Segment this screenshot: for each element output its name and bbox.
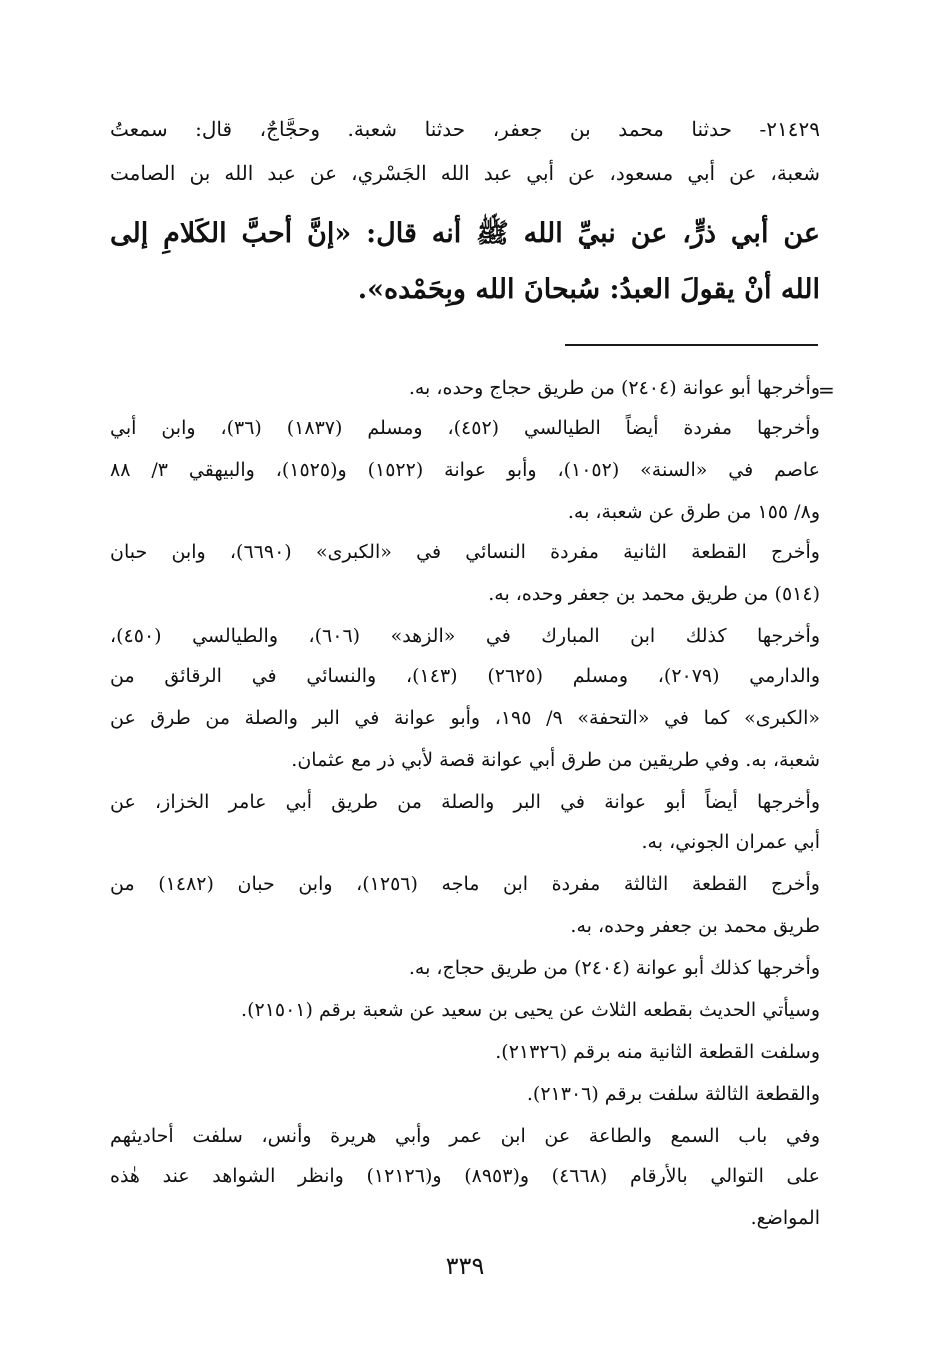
footnote-line-18: والقطعة الثالثة سلفت برقم (٢١٣٠٦). <box>526 1083 820 1105</box>
hadith-line-4: الله أنْ يقولَ العبدُ: سُبحانَ الله وبِحَمْده». <box>357 274 820 305</box>
footnote-line-9: «الكبرى» كما في «التحفة» ٩/ ١٩٥، وأبو عوانة في البر والصلة من طرق عن <box>110 707 820 729</box>
page-number: ٣٣٩ <box>445 1252 485 1280</box>
footnote-line-1: وأخرجها أبو عوانة (٢٤٠٤) من طريق حجاج وحده، به. <box>408 377 820 399</box>
footnote-line-5: وأخرج القطعة الثانية مفردة النسائي في «الكبرى» (٦٦٩٠)، وابن حبان <box>110 541 820 563</box>
footnote-line-2: وأخرجها مفردة أيضاً الطيالسي (٤٥٢)، ومسلم (١٨٣٧) (٣٦)، وابن أبي <box>110 417 820 439</box>
footnote-line-20: على التوالي بالأرقام (٤٦٦٨) و(٨٩٥٣) و(١٢١٢٦) وانظر الشواهد عند هٰذه <box>110 1165 820 1187</box>
hadith-line-2: شعبة، عن أبي مسعود، عن أبي عبد الله الجَسْري، عن عبد الله بن الصامت <box>110 161 820 185</box>
footnote-line-19: وفي باب السمع والطاعة عن ابن عمر وأبي هريرة وأنس، سلفت أحاديثهم <box>110 1125 820 1147</box>
footnote-line-6: (٥١٤) من طريق محمد بن جعفر وحده، به. <box>488 583 820 605</box>
footnote-line-13: وأخرج القطعة الثالثة مفردة ابن ماجه (١٢٥٦)، وابن حبان (١٤٨٢) من <box>110 873 820 895</box>
footnote-line-7: وأخرجها كذلك ابن المبارك في «الزهد» (٦٠٦)، والطيالسي (٤٥٠)، <box>110 625 820 647</box>
footnote-line-11: وأخرجها أيضاً أبو عوانة في البر والصلة من طريق أبي عامر الخزاز، عن <box>110 791 820 813</box>
footnote-line-15: وأخرجها كذلك أبو عوانة (٢٤٠٤) من طريق حجاج، به. <box>408 957 820 979</box>
footnote-separator <box>565 344 818 346</box>
footnote-line-17: وسلفت القطعة الثانية منه برقم (٢١٣٢٦). <box>495 1041 820 1063</box>
footnote-continuation-mark: = <box>818 378 835 402</box>
hadith-line-1: ٢١٤٢٩- حدثنا محمد بن جعفر، حدثنا شعبة. وحجَّاجٌ، قال: سمعتُ <box>110 117 820 141</box>
footnote-line-3: عاصم في «السنة» (١٠٥٢)، وأبو عوانة (١٥٢٢) و(١٥٢٥)، والبيهقي ٣/ ٨٨ <box>110 459 820 481</box>
footnote-line-8: والدارمي (٢٠٧٩)، ومسلم (٢٦٢٥) (١٤٣)، والنسائي في الرقائق من <box>110 665 820 687</box>
hadith-line-3: عن أبي ذرٍّ، عن نبيِّ الله ﷺ أنه قال: «إنَّ أحبَّ الكَلامِ إلى <box>110 218 820 249</box>
footnote-line-4: و٨/ ١٥٥ من طرق عن شعبة، به. <box>567 501 820 523</box>
footnote-line-14: طريق محمد بن جعفر وحده، به. <box>570 915 820 937</box>
footnote-line-10: شعبة، به. وفي طريقين من طرق أبي عوانة قصة لأبي ذر مع عثمان. <box>291 749 820 771</box>
footnote-line-21: المواضع. <box>750 1207 820 1229</box>
footnote-line-16: وسيأتي الحديث بقطعه الثلاث عن يحيى بن سعيد عن شعبة برقم (٢١٥٠١). <box>241 999 820 1021</box>
footnote-line-12: أبي عمران الجوني، به. <box>641 831 820 853</box>
